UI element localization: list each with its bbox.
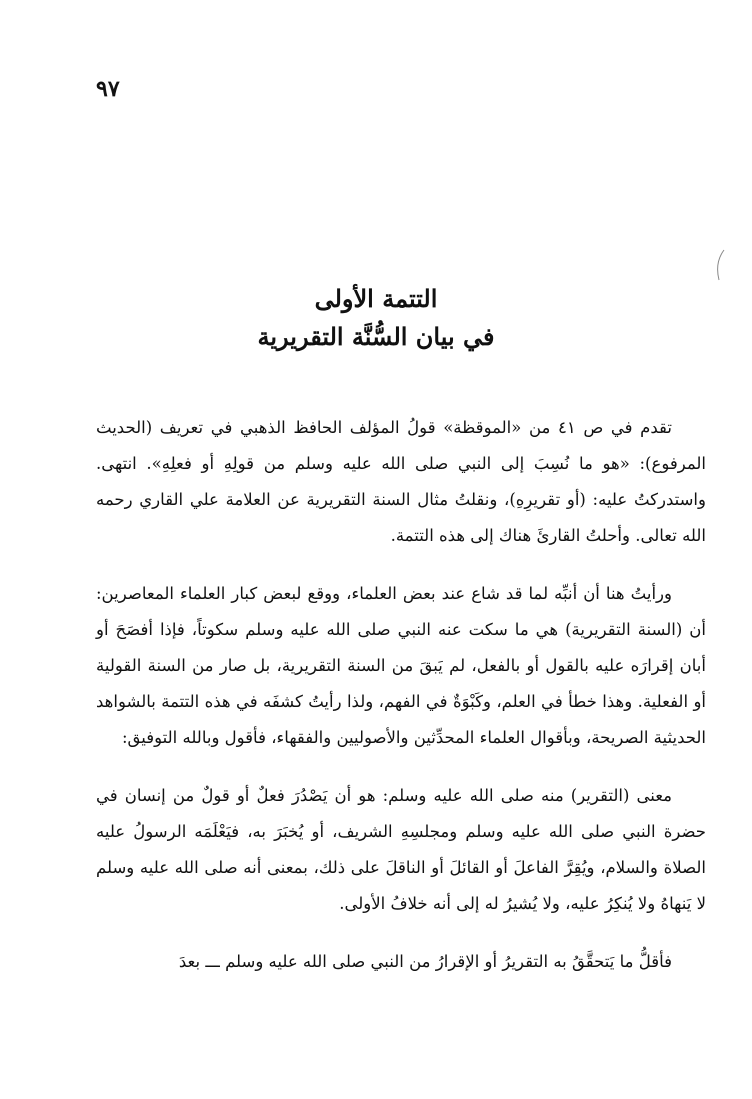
paragraph: فأقلُّ ما يَتحقَّقُ به التقريرُ أو الإقرارُ من النبي صلى الله عليه وسلم ـــ بعدَ <box>178 952 672 971</box>
chapter-title: التتمة الأولى <box>314 284 438 313</box>
body-text <box>96 410 706 1002</box>
chapter-heading <box>0 280 752 356</box>
page-number: ٩٧ <box>96 76 120 102</box>
paragraph: معنى (التقرير) منه صلى الله عليه وسلم: هو أن يَصْدُرَ فعلٌ أو قولٌ من إنسان في حضرة النبي صلى الله عليه وسلم ومجلسِهِ الشريف، أو يُخبَرَ به، فيَعْلَمَه الرسولُ عليه الصلاة والسلام، ويُقِرَّ الفاعلَ أو القائلَ أو الناقلَ على ذلك، بمعنى أنه صلى الله عليه وسلم لا يَنهاهُ ولا يُنكِرُ عليه، ولا يُشيرُ له إلى أنه خلافُ الأولى. <box>96 786 706 913</box>
chapter-subtitle: في بيان السُّنَّة التقريرية <box>257 322 495 351</box>
paragraph: تقدم في ص ٤١ من «الموقظة» قولُ المؤلف الحافظ الذهبي في تعريف (الحديث المرفوع): «هو ما نُسِبَ إلى النبي صلى الله عليه وسلم من قولِهِ أو فعلِهِ». انتهى. واستدركتُ عليه: (أو تقريرِهِ)، ونقلتُ مثال السنة التقريرية عن العلامة علي القاري رحمه الله تعالى. وأحلتُ القارئَ هناك إلى هذه التتمة. <box>96 418 706 545</box>
margin-mark <box>714 248 728 284</box>
paragraph: ورأيتُ هنا أن أنبِّه لما قد شاع عند بعض العلماء، ووقع لبعض كبار العلماء المعاصرين: أن (السنة التقريرية) هي ما سكت عنه النبي صلى الله عليه وسلم سكوتاً، فإذا أفصَحَ أو أبان إقرارَه عليه بالقول أو بالفعل، لم يَبقَ من السنة التقريرية، بل صار من السنة القولية أو الفعلية. وهذا خطأ في العلم، وكَبْوَةٌ في الفهم، ولذا رأيتُ كشفَه في هذه التتمة بالشواهد الحديثية الصريحة، وبأقوال العلماء المحدِّثين والأصوليين والفقهاء، فأقول وبالله التوفيق: <box>96 584 706 747</box>
